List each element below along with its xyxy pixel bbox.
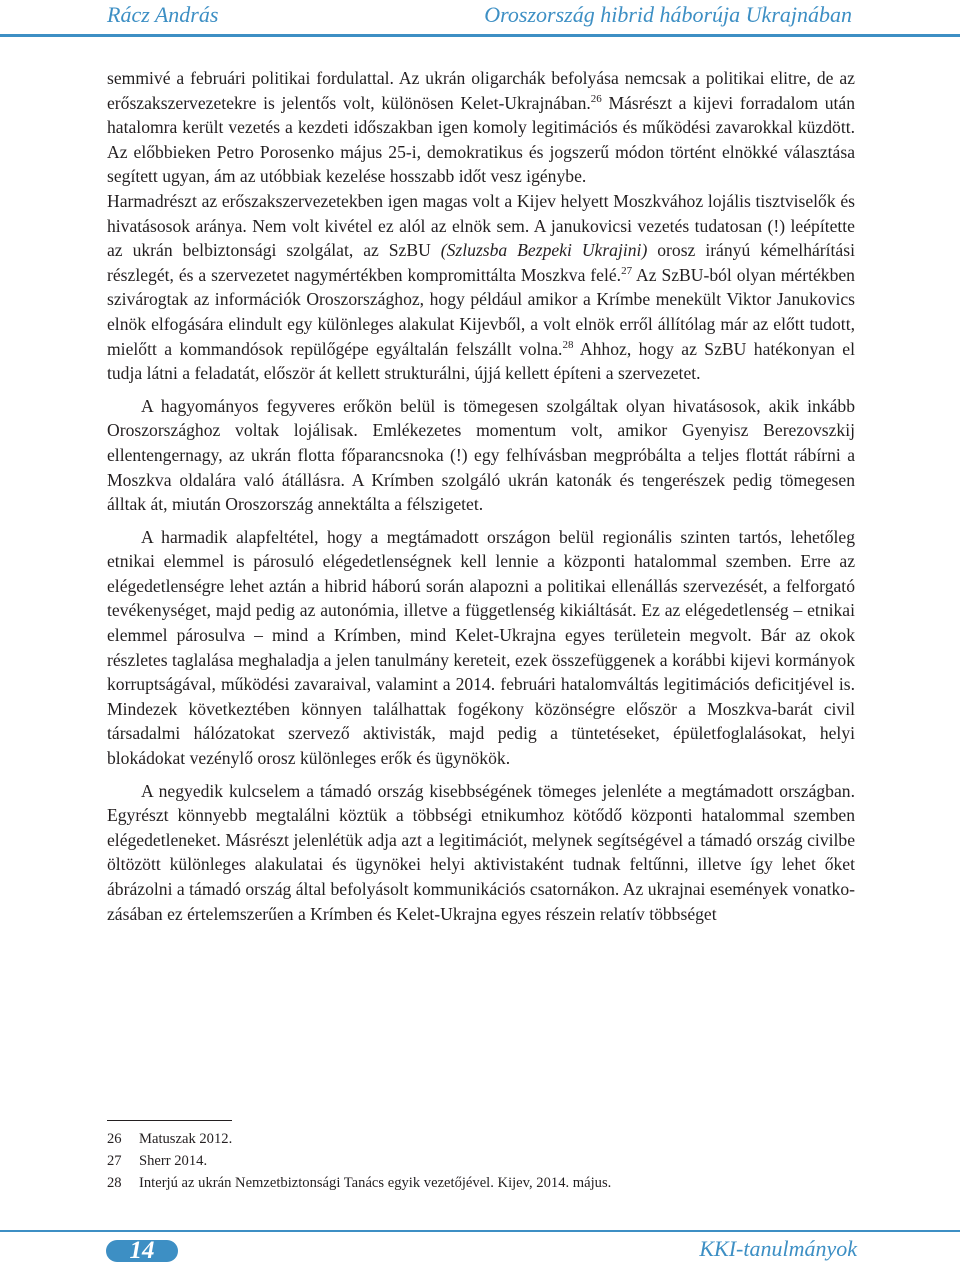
footnote-text: Interjú az ukrán Nemzetbiztonsági Tanács egyik vezetőjével. Kijev, 2014. május. xyxy=(139,1174,612,1191)
paragraph-2-text-c: Az SzBU-ból olyan mértékben szivárogtak az információk Oroszországhoz, hogy például amikor a Krímbe menekült Viktor Janukovics elnök elfogására elindult egy különleges alakulat Kijevből, a volt elnök erről állítólag már az előtt tudott, mielőtt a kommandósok repülőgépe egyáltalán felszállt volna. xyxy=(107,264,855,359)
footnote-separator xyxy=(107,1120,232,1121)
header-title: Oroszország hibrid háborúja Ukrajnában xyxy=(484,2,852,27)
page-number-badge xyxy=(106,1237,178,1264)
page-number: 14 xyxy=(129,1237,155,1264)
body-text xyxy=(107,66,855,926)
paragraph-1-text-b: Másrészt a kijevi forradalom után hatalomra került vezetés a kezdeti időszakban igen komoly legitimációs és működési zavarokkal küzdött. Az előbbieken Petro Porosenko május 25-i, demokratikus és jogszerű módon történt elnökké választása segített ugyan, ám az utóbbiak kezelése hosszabb időt vesz igénybe. xyxy=(107,92,855,187)
footnote-number: 27 xyxy=(107,1152,122,1169)
running-footer xyxy=(0,1230,960,1267)
footnote-ref-28[interactable]: 28 xyxy=(562,338,574,351)
header-author: Rácz András xyxy=(107,2,219,27)
footnote-number: 26 xyxy=(107,1131,122,1147)
paragraph-4: A harmadik alapfeltétel, hogy a megtámadott országon belül regionális szinten tartós, lehetőleg etnikai elemmel is párosuló elégedetlenségnek kell lennie a központi hatalommal szemben. Erre az elégedetlenségre lehet aztán a hibrid háború során alapozni a politikai ellenállás szervezését, a felforgató tevékenységet, majd pedig az autonómia, illetve a függetlenség kikiáltását. Ez az elégedetlenség – etnikai elemmel párosulva – mind a Krímben, mind Kelet-Ukrajna egyes területein megvolt. Bár az okok részletes taglalása meghaladja a jelen tanulmány kereteit, ezek összefüggenek a korábbi kijevi kormányok korruptságával, működési zavaraival, valamint a 2014. februári hatalomváltás legitimációs deficitjével is. Mindezek következtében könnyen találhattak fogékony közönségre először a Moszkva-barát civil társadalmi hálózatokat szervező aktivisták, majd pedig a tüntetéseket, épületfoglalásokat, helyi blokádokat vezénylő orosz különleges erők és ügynökök. xyxy=(107,526,855,769)
running-header xyxy=(0,0,960,40)
footnote-number: 28 xyxy=(107,1174,122,1191)
paragraph-2-text-d: Ahhoz, hogy az SzBU hatékonyan el tudja látni a feladatát, először át kellett strukturálni, újjá kellett építeni a szervezetet. xyxy=(107,338,855,384)
footnote-ref-26[interactable]: 26 xyxy=(590,92,602,105)
paragraph-2 xyxy=(107,189,855,386)
footnote-ref-27[interactable]: 27 xyxy=(621,264,633,277)
paragraph-1-text-a: semmivé a februári politikai fordulattal. Az ukrán oligarchák befolyása nemcsak a politikai elitre, de az erőszakszervezetekre is jelentős volt, különösen Kelet-Ukrajnában. xyxy=(107,68,855,113)
paragraph-1 xyxy=(107,66,855,189)
footnote-text: Matuszak 2012. xyxy=(139,1131,233,1147)
paragraph-3: A hagyományos fegyveres erőkön belül is tömegesen szolgáltak olyan hivatásosok, akik inkább Oroszországhoz voltak lojálisak. Emlékezetes momentum volt, amikor Gyenyisz Berezovszkij ellentengernagy, az ukrán flotta főparancsnoka (!) egy felhívásban megpróbálta a teljes flottát rábírni a Moszkva oldalára való átállásra. A Krímben szolgáló ukrán katonák és tengerészek pedig tömegesen álltak át, miután Oroszország annektálta a félszigetet. xyxy=(107,395,855,515)
footnotes xyxy=(107,1129,855,1194)
footnote-item xyxy=(107,1151,855,1173)
paragraph-2-italic: (Szluzsba Bezpeki Ukrajini) xyxy=(440,240,648,261)
header-rule xyxy=(0,34,960,37)
paragraph-5: A negyedik kulcselem a támadó ország kisebbségének tömeges jelenléte a megtámadott országban. Egyrészt könnyebb megtalálni köztük a többségi etnikumhoz kötődő központi hatalommal szemben elégedetleneket. Másrészt jelenlétük adja azt a legitimációt, melynek segítségével a támadó ország civilbe öltözött különleges alakulatai és ügynökei helyi aktivistaként tudnak feltűnni, illetve így lehet őket ábrázolni a támadó ország által befolyásolt kommunikációs csatornákon. Az ukrajnai események vonatkozásában ez értelemszerűen a Krímben és Kelet-Ukrajna egyes részein relatív többséget xyxy=(107,780,855,924)
paragraph-2-text-b: orosz irányú kémelhárítási részlegét, és a szervezetet nagymértékben kompromittálta Moszkva felé. xyxy=(107,240,855,285)
footnote-item xyxy=(107,1129,855,1151)
paragraph-2-text-a: Harmadrészt az erőszakszervezetekben igen magas volt a Kijev helyett Moszkvához lojális tisztviselők és hivatásosok aránya. Nem volt kivétel ez alól az elnök sem. A janukovicsi vezetés tudatosan (!) leépítette az ukrán belbiztonsági szolgálat, az SzBU xyxy=(107,190,855,261)
footer-rule xyxy=(0,1230,960,1232)
footnote-text: Sherr 2014. xyxy=(139,1152,208,1169)
series-name: KKI-tanulmányok xyxy=(699,1236,857,1261)
footnote-item xyxy=(107,1173,855,1195)
